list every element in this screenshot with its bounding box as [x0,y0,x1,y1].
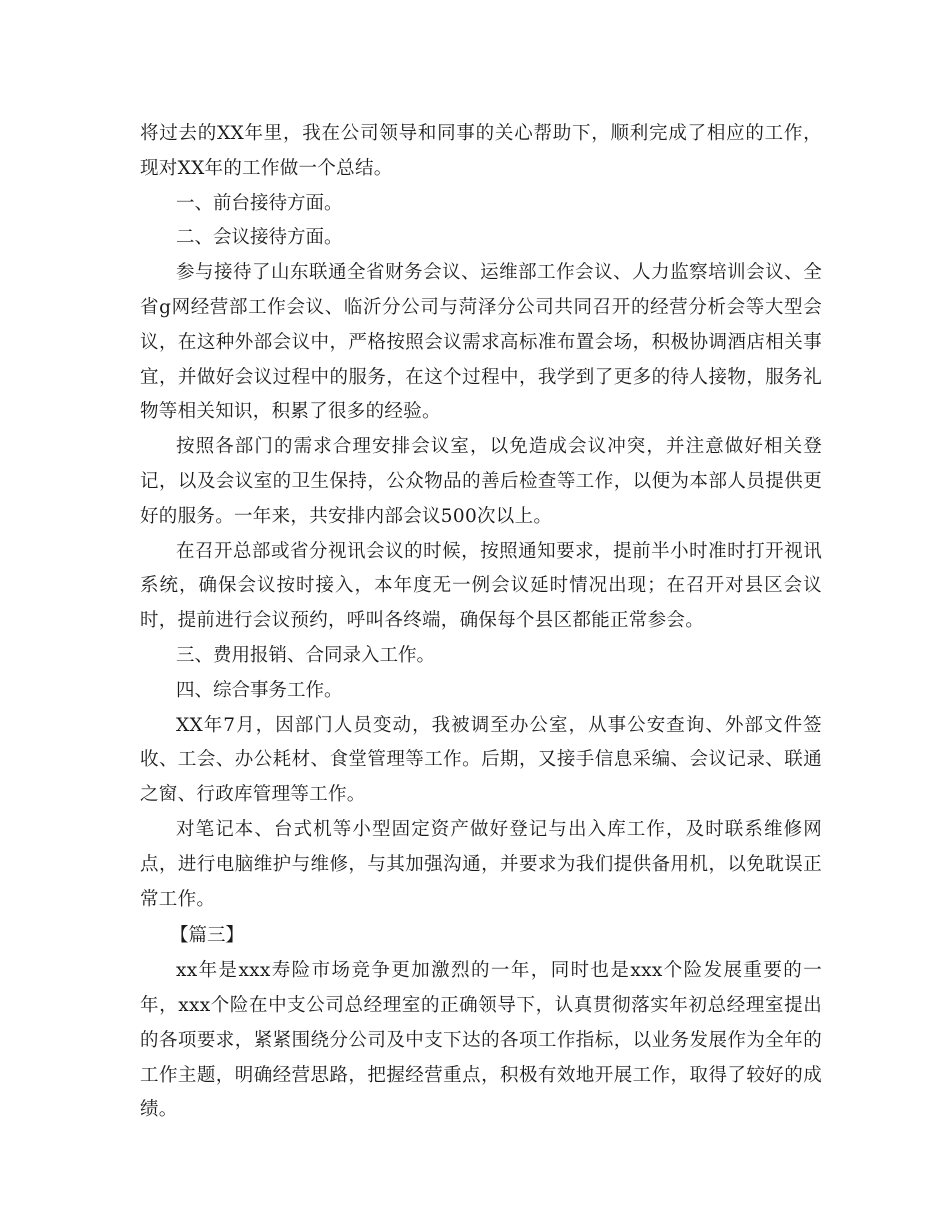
document-body [140,117,822,1128]
paragraph-transfer-office: XX年7月，因部门人员变动，我被调至办公室，从事公安查询、外部文件签收、工会、办公耗材、食堂管理等工作。后期，又接手信息采编、会议记录、联通之窗、行政库管理等工作。 [140,714,822,806]
heading-general-affairs: 四、综合事务工作。 [176,679,343,701]
intro-paragraph: 将过去的XX年里，我在公司领导和同事的关心帮助下，顺利完成了相应的工作，现对XX年的工作做一个总结。 [140,123,822,179]
paragraph-video-conference: 在召开总部或省分视讯会议的时候，按照通知要求，提前半小时准时打开视讯系统，确保会议按时接入，本年度无一例会议延时情况出现；在召开对县区会议时，提前进行会议预约，呼叫各终端，确保每个县区都能正常参会。 [140,540,822,632]
heading-front-desk: 一、前台接待方面。 [176,192,343,214]
paragraph-large-meetings: 参与接待了山东联通全省财务会议、运维部工作会议、人力监察培训会议、全省g网经营部工作会议、临沂分公司与菏泽分公司共同召开的经营分析会等大型会议，在这种外部会议中，严格按照会议需求高标准布置会场，积极协调酒店相关事宜，并做好会议过程中的服务，在这个过程中，我学到了更多的待人接物，服务礼物等相关知识，积累了很多的经验。 [140,262,822,423]
section-heading-part-three: 【篇三】 [170,925,245,947]
heading-expense-contract: 三、费用报销、合同录入工作。 [176,644,436,666]
paragraph-fixed-assets: 对笔记本、台式机等小型固定资产做好登记与出入库工作，及时联系维修网点，进行电脑维护与维修，与其加强沟通，并要求为我们提供备用机，以免耽误正常工作。 [140,818,822,910]
heading-meeting-reception: 二、会议接待方面。 [176,227,343,249]
paragraph-meeting-rooms: 按照各部门的需求合理安排会议室，以免造成会议冲突，并注意做好相关登记，以及会议室的卫生保持，公众物品的善后检查等工作，以便为本部人员提供更好的服务。一年来，共安排内部会议500次以上。 [140,436,822,527]
paragraph-insurance-summary: xx年是xxx寿险市场竞争更加激烈的一年，同时也是xxx个险发展重要的一年，xxx个险在中支公司总经理室的正确领导下，认真贯彻落实年初总经理室提出的各项要求，紧紧围绕分公司及中支下达的各项工作指标，以业务发展作为全年的工作主题，明确经营思路，把握经营重点，积极有效地开展工作，取得了较好的成绩。 [140,960,822,1121]
